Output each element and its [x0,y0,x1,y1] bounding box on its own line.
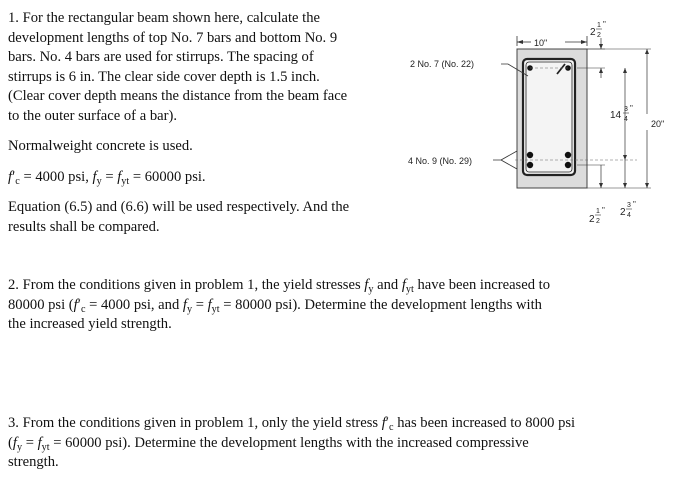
equation-note-line: results shall be compared. [8,218,160,235]
fc-value: = 4000 psi, [19,168,93,185]
depth-whole: 14 [610,110,622,121]
fy-subscript: y [16,441,23,453]
bottom-bars-label: 4 No. 9 (No. 29) [408,156,473,166]
fy-equals: = [101,168,118,185]
problem-3: 3. From the conditions given in problem 1, only the yield stress $f'_c$ has been increased to 8000 psi ($f_y = f_{yt} = 60000$ psi). Determine the development lengths with the increased compressive strength. [8,415,576,470]
top-cover-unit: " [603,20,606,29]
problem-3-text: ( [8,434,13,451]
depth-unit: " [630,104,633,113]
depth-dimension [610,68,633,160]
depth-numerator: 3 [624,106,628,113]
fy-symbol: f [182,296,187,313]
fyt-value: = 60000 psi. [129,168,206,185]
fyt-subscript: yt [121,175,130,187]
fy-subscript: y [368,284,374,295]
problem-2-text: = 80000 psi). Determine the development lengths with [219,296,542,313]
problem-2-text: have been increased to [413,277,550,293]
fyt-symbol: f [207,296,212,313]
fyt-subscript: yt [211,303,220,315]
problem-3-text: 3. From the conditions given in problem 1, only the yield stress [8,415,382,431]
problem-2-text: and [373,277,402,293]
bottom-bar [527,162,533,168]
width-label: 10" [534,38,548,48]
fy-symbol: f [12,434,17,451]
problem-3-text: = [22,434,38,451]
problem-1-line: to the outer surface of a bar). [8,107,177,124]
bottom-left-unit: " [602,206,605,215]
problem-2-text: = 4000 psi, and [85,296,183,313]
fc-subscript: c [15,175,20,187]
problem-2-text: 2. From the conditions given in problem 1, the yield stresses [8,277,365,293]
top-cover-numerator: 1 [597,22,601,29]
top-cover-denominator: 2 [597,32,601,39]
depth-denominator: 4 [624,116,628,123]
problem-3-text: = 60000 psi). Determine the development lengths with the increased compressive [49,434,529,451]
top-cover-whole: 2 [590,27,596,38]
problem-1-line: stirrups is 6 in. The clear side cover depth is 1.5 inch. [8,68,320,85]
bottom-bars-leader [408,151,517,169]
problem-1-line: 1. For the rectangular beam shown here, calculate the [8,10,321,26]
fyt-symbol: f [37,434,42,451]
bottom-left-numerator: 1 [596,208,600,215]
fyt-symbol: f [401,277,406,293]
fc-symbol: f [381,415,386,431]
top-bars-leader [410,59,528,76]
problem-3-text: has been increased to 8000 psi [393,415,576,431]
fc-symbol: f [8,168,13,185]
bottom-bar [565,162,571,168]
bottom-bar [565,152,571,158]
beam-cross-section-figure [405,12,675,238]
width-dimension [517,36,587,48]
fyt-subscript: yt [41,441,50,453]
fy-symbol: f [92,168,97,185]
bottom-right-numerator: 3 [627,202,631,209]
problem-2-text: the increased yield strength. [8,316,172,332]
fc-subscript: c [389,422,394,433]
fyt-symbol: f [117,168,122,185]
bottom-right-denominator: 4 [627,212,631,219]
problem-2-text: = [192,296,208,313]
fy-subscript: y [96,175,102,187]
fy-symbol: f [364,277,369,293]
fc-subscript: c [80,303,86,315]
fc-symbol: f [73,296,78,313]
fyt-subscript: yt [405,284,414,295]
problem-2-text: 80000 psi ( [8,296,74,313]
problem-3-text: strength. [8,454,59,470]
bottom-bar [527,152,533,158]
equation-note-line: Equation (6.5) and (6.6) will be used respectively. And the [8,199,350,215]
problem-2: 2. From the conditions given in problem 1, the yield stresses $f_y$ and $f_{yt}$ have been increased to 80000 psi ($f'_c = 4000$ psi, and $f_y = f_{yt} = 80000$ psi). Determine the development lengths with the increased yield strength. [8,277,550,332]
height-label: 20" [651,119,665,129]
material-properties: $f'_c = 4000$ psi, $f_y = f_{yt} = 60000$ psi. [8,168,206,187]
bottom-right-whole: 2 [620,207,626,218]
bottom-right-unit: " [633,200,636,209]
bottom-left-denominator: 2 [596,218,600,225]
problem-1-line: development lengths of top No. 7 bars and bottom No. 9 [8,29,338,46]
fy-subscript: y [186,303,193,315]
problem-1-line: bars. No. 4 bars are used for stirrups. The spacing of [8,49,314,65]
problem-1-line: (Clear cover depth means the distance from the beam face [8,88,348,104]
problem-1 [8,9,406,237]
concrete-statement: Normalweight concrete is used. [8,138,193,154]
top-bars-label: 2 No. 7 (No. 22) [410,59,475,69]
bottom-left-whole: 2 [589,214,595,225]
